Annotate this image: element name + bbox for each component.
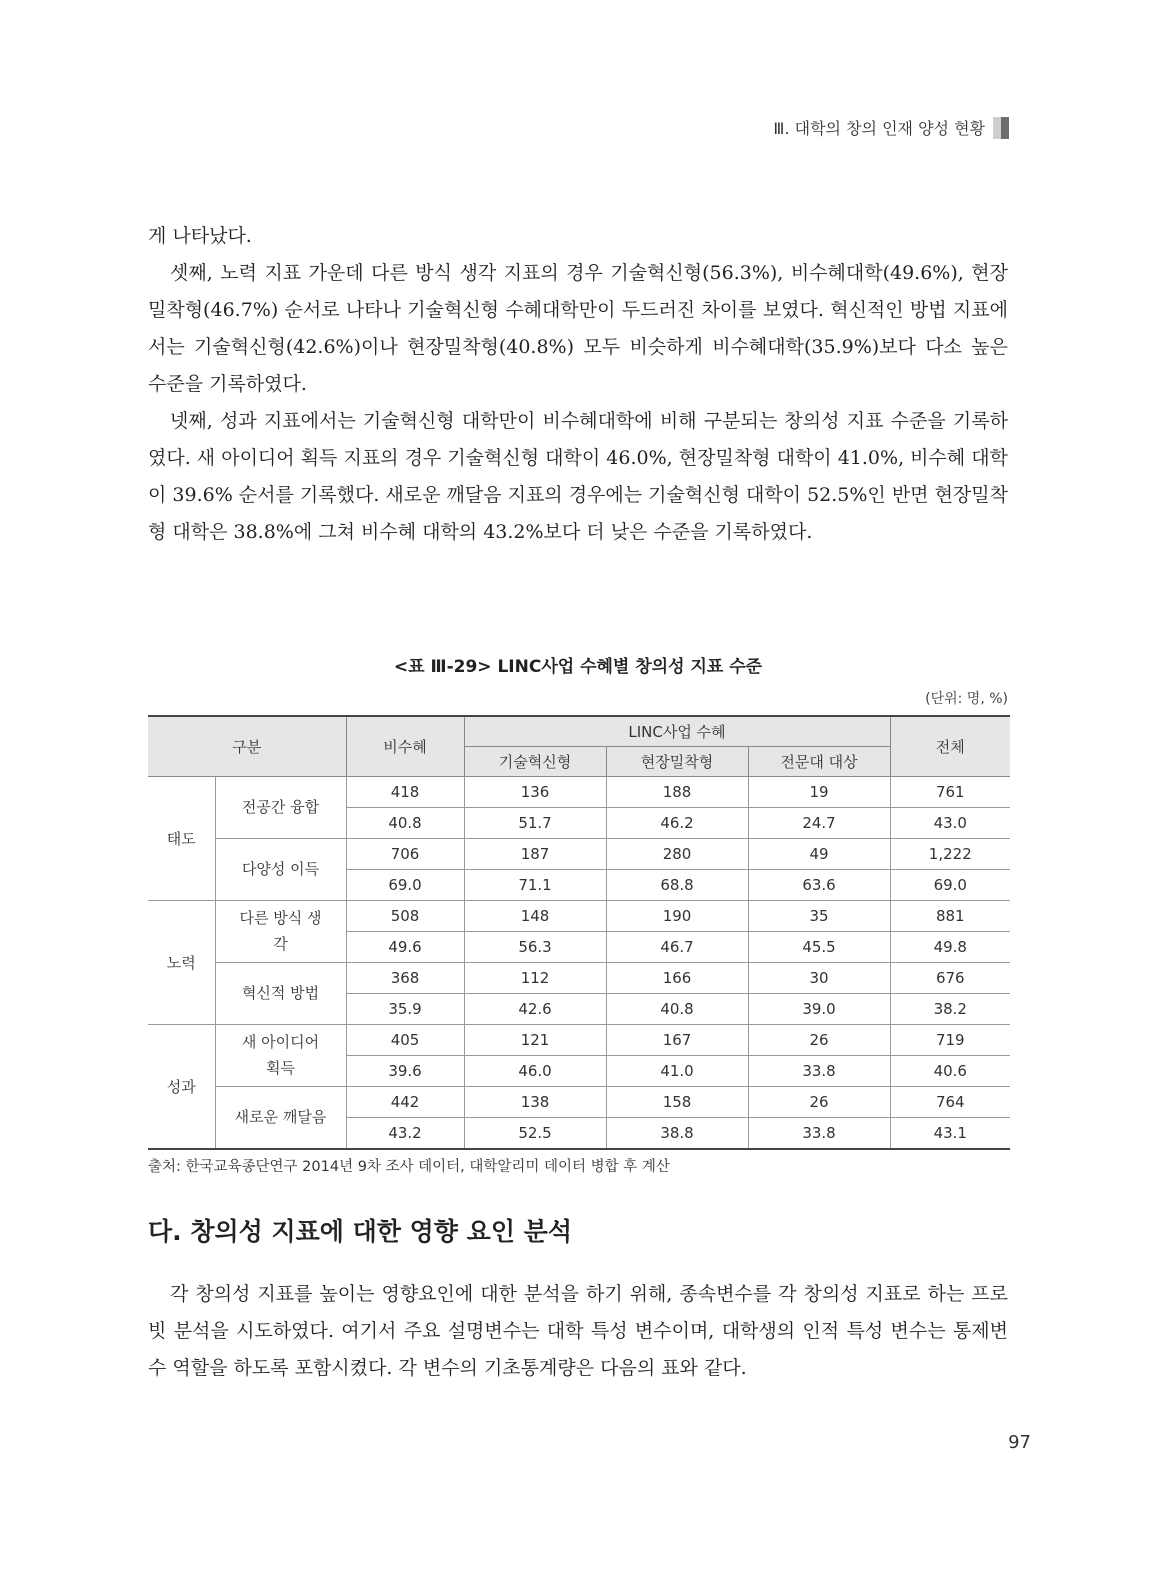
count-cell: 49	[748, 838, 890, 869]
percent-cell: 40.8	[346, 807, 464, 838]
running-header	[773, 116, 1009, 139]
count-cell: 138	[464, 1086, 606, 1117]
count-cell: 26	[748, 1024, 890, 1055]
percent-cell: 40.6	[890, 1055, 1010, 1086]
percent-cell: 45.5	[748, 931, 890, 962]
group-label: 태도	[148, 776, 215, 900]
count-cell: 167	[606, 1024, 748, 1055]
count-cell: 761	[890, 776, 1010, 807]
count-cell: 1,222	[890, 838, 1010, 869]
count-cell: 190	[606, 900, 748, 931]
section-heading: 다. 창의성 지표에 대한 영향 요인 분석	[148, 1217, 572, 1246]
percent-cell: 68.8	[606, 869, 748, 900]
count-cell: 121	[464, 1024, 606, 1055]
table-body	[148, 776, 1010, 1149]
item-label: 새 아이디어 획득	[215, 1024, 346, 1086]
source-note: 출처: 한국교육종단연구 2014년 9차 조사 데이터, 대학알리미 데이터 병합 후 계산	[148, 1159, 670, 1175]
percent-cell: 39.0	[748, 993, 890, 1024]
count-cell: 166	[606, 962, 748, 993]
paragraph: 넷째, 성과 지표에서는 기술혁신형 대학만이 비수혜대학에 비해 구분되는 창의성 지표 수준을 기록하였다. 새 아이디어 획득 지표의 경우 기술혁신형 대학이 46.0%, 현장밀착형 대학이 41.0%, 비수혜 대학이 39.6% 순서를 기록했다. 새로운 깨달음 지표의 경우에는 기술혁신형 대학이 52.5%인 반면 현장밀착형 대학은 38.8%에 그쳐 비수혜 대학의 43.2%보다 더 낮은 수준을 기록하였다.	[148, 410, 1008, 543]
count-cell: 148	[464, 900, 606, 931]
table-row	[148, 838, 1010, 869]
count-cell: 508	[346, 900, 464, 931]
table-caption: <표 Ⅲ-29> LINC사업 수혜별 창의성 지표 수준	[393, 657, 763, 677]
header-field-oriented: 현장밀착형	[606, 746, 748, 776]
table-row	[148, 962, 1010, 993]
percent-cell: 35.9	[346, 993, 464, 1024]
count-cell: 188	[606, 776, 748, 807]
header-total: 전체	[890, 716, 1010, 776]
count-cell: 405	[346, 1024, 464, 1055]
page-number: 97	[1008, 1432, 1031, 1453]
header-non-recipient: 비수혜	[346, 716, 464, 776]
table-row	[148, 776, 1010, 807]
percent-cell: 39.6	[346, 1055, 464, 1086]
count-cell: 764	[890, 1086, 1010, 1117]
count-cell: 19	[748, 776, 890, 807]
paragraph: 각 창의성 지표를 높이는 영향요인에 대한 분석을 하기 위해, 종속변수를 각 창의성 지표로 하는 프로빗 분석을 시도하였다. 여기서 주요 설명변수는 대학 특성 변수이며, 대학생의 인적 특성 변수는 통제변수 역할을 하도록 포함시켰다. 각 변수의 기초통계량은 다음의 표와 같다.	[148, 1283, 1008, 1379]
percent-cell: 51.7	[464, 807, 606, 838]
count-cell: 706	[346, 838, 464, 869]
percent-cell: 71.1	[464, 869, 606, 900]
item-label: 새로운 깨달음	[215, 1086, 346, 1149]
percent-cell: 24.7	[748, 807, 890, 838]
percent-cell: 42.6	[464, 993, 606, 1024]
data-table	[148, 715, 1010, 1150]
percent-cell: 33.8	[748, 1117, 890, 1149]
percent-cell: 43.1	[890, 1117, 1010, 1149]
count-cell: 35	[748, 900, 890, 931]
header-category: 구분	[148, 716, 346, 776]
percent-cell: 49.8	[890, 931, 1010, 962]
percent-cell: 46.2	[606, 807, 748, 838]
count-cell: 881	[890, 900, 1010, 931]
count-cell: 187	[464, 838, 606, 869]
count-cell: 26	[748, 1086, 890, 1117]
body-text-top	[148, 218, 1008, 551]
table-row	[148, 1024, 1010, 1055]
percent-cell: 41.0	[606, 1055, 748, 1086]
count-cell: 280	[606, 838, 748, 869]
group-label: 노력	[148, 900, 215, 1024]
header-college: 전문대 대상	[748, 746, 890, 776]
count-cell: 719	[890, 1024, 1010, 1055]
percent-cell: 52.5	[464, 1117, 606, 1149]
count-cell: 676	[890, 962, 1010, 993]
paragraph: 게 나타났다.	[148, 225, 252, 247]
table-row	[148, 1086, 1010, 1117]
percent-cell: 43.2	[346, 1117, 464, 1149]
percent-cell: 69.0	[890, 869, 1010, 900]
running-header-title: Ⅲ. 대학의 창의 인재 양성 현황	[773, 119, 985, 138]
group-label: 성과	[148, 1024, 215, 1149]
count-cell: 112	[464, 962, 606, 993]
percent-cell: 46.0	[464, 1055, 606, 1086]
item-label: 혁신적 방법	[215, 962, 346, 1024]
item-label: 다양성 이득	[215, 838, 346, 900]
table-row	[148, 900, 1010, 931]
header-linc-group: LINC사업 수혜	[464, 716, 890, 746]
item-label: 다른 방식 생각	[215, 900, 346, 962]
count-cell: 30	[748, 962, 890, 993]
count-cell: 136	[464, 776, 606, 807]
percent-cell: 56.3	[464, 931, 606, 962]
header-bar-decoration	[993, 117, 1009, 139]
body-text-bottom	[148, 1276, 1008, 1387]
paragraph: 셋째, 노력 지표 가운데 다른 방식 생각 지표의 경우 기술혁신형(56.3%), 비수혜대학(49.6%), 현장밀착형(46.7%) 순서로 나타나 기술혁신형 수혜대학만이 두드러진 차이를 보였다. 혁신적인 방법 지표에서는 기술혁신형(42.6%)이나 현장밀착형(40.8%) 모두 비슷하게 비수혜대학(35.9%)보다 다소 높은 수준을 기록하였다.	[148, 262, 1008, 395]
count-cell: 442	[346, 1086, 464, 1117]
percent-cell: 69.0	[346, 869, 464, 900]
table-unit: (단위: 명, %)	[925, 691, 1008, 707]
count-cell: 418	[346, 776, 464, 807]
item-label: 전공간 융합	[215, 776, 346, 838]
percent-cell: 63.6	[748, 869, 890, 900]
count-cell: 368	[346, 962, 464, 993]
percent-cell: 38.8	[606, 1117, 748, 1149]
percent-cell: 33.8	[748, 1055, 890, 1086]
percent-cell: 40.8	[606, 993, 748, 1024]
header-tech-innovation: 기술혁신형	[464, 746, 606, 776]
percent-cell: 43.0	[890, 807, 1010, 838]
percent-cell: 49.6	[346, 931, 464, 962]
percent-cell: 38.2	[890, 993, 1010, 1024]
count-cell: 158	[606, 1086, 748, 1117]
percent-cell: 46.7	[606, 931, 748, 962]
